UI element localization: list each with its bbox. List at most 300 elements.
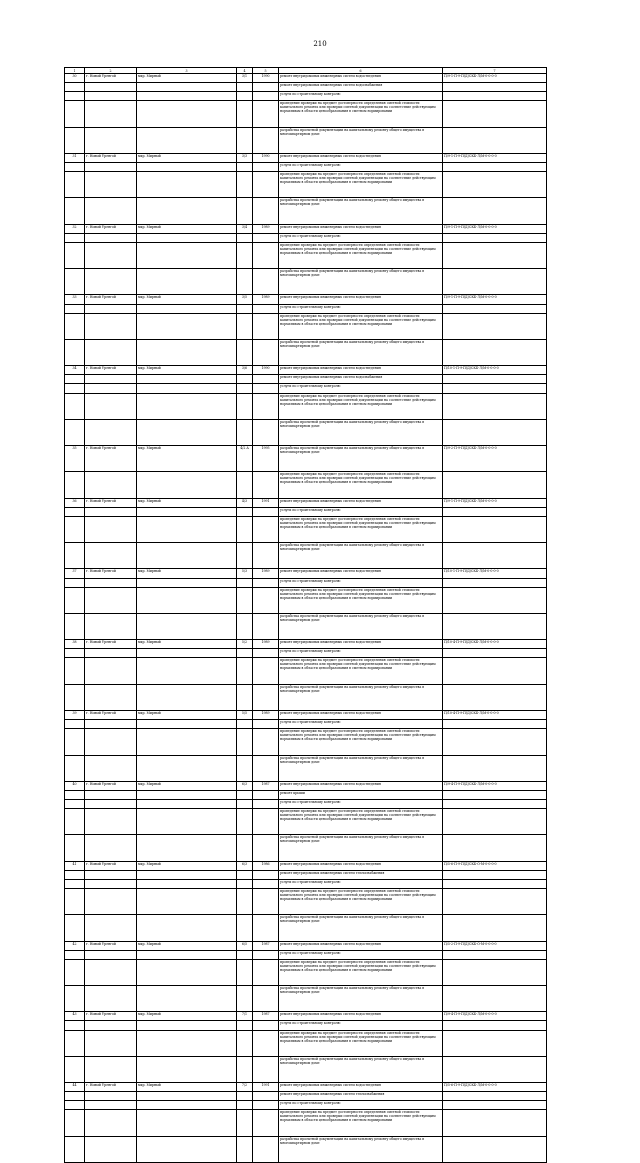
work-description: разработка проектной документации на капитальному ремонту общего имущества в многоквартирном доме [279, 446, 443, 472]
record-street: мкр. Мирный [137, 1083, 237, 1092]
empty-cell [65, 162, 85, 171]
record-code [443, 720, 547, 729]
empty-cell [237, 339, 253, 365]
record-house: 7/1 [237, 1012, 253, 1021]
empty-cell [65, 755, 85, 781]
empty-cell [65, 92, 85, 101]
empty-cell [137, 384, 237, 393]
empty-cell [253, 172, 279, 198]
empty-cell [137, 587, 237, 613]
table-row [65, 720, 547, 729]
record-house: 3/1 [237, 74, 253, 83]
table-row [65, 498, 547, 507]
record-code [443, 393, 547, 419]
record-number: 36 [65, 498, 85, 507]
empty-cell [253, 507, 279, 516]
record-number: 39 [65, 711, 85, 720]
table-row [65, 269, 547, 295]
empty-cell [65, 313, 85, 339]
work-description: проведение проверки на предмет достоверности определения сметной стоимости капитального ремонта или проверки сметной документации на соответствие действующим нормативам в области ценообразования в сметном нормировании [279, 888, 443, 914]
record-house: 5/3 [237, 569, 253, 578]
empty-cell [253, 101, 279, 127]
empty-cell [85, 419, 137, 445]
empty-cell [85, 888, 137, 914]
record-code [443, 790, 547, 799]
empty-cell [237, 198, 253, 224]
empty-cell [65, 658, 85, 684]
empty-cell [85, 127, 137, 153]
empty-cell [85, 1021, 137, 1030]
table-row [65, 800, 547, 809]
work-description: ремонт внутридомовых инженерных систем теплоснабжения [279, 1092, 443, 1101]
empty-cell [85, 507, 137, 516]
empty-cell [237, 800, 253, 809]
empty-cell [85, 1110, 137, 1136]
table-row [65, 640, 547, 649]
record-code [443, 888, 547, 914]
empty-cell [65, 172, 85, 198]
record-number: 38 [65, 640, 85, 649]
empty-cell [85, 516, 137, 542]
record-code [443, 172, 547, 198]
record-house: 6/3 [237, 781, 253, 790]
record-year: 1991 [253, 1083, 279, 1092]
empty-cell [237, 915, 253, 941]
empty-cell [137, 888, 237, 914]
empty-cell [237, 835, 253, 861]
empty-cell [237, 1092, 253, 1101]
work-description: проведение проверки на предмет достоверности определения сметной стоимости капитального ремонта или проверки сметной документации на соответствие действующим нормативам в области ценообразования в сметном нормировании [279, 393, 443, 419]
empty-cell [85, 809, 137, 835]
empty-cell [237, 269, 253, 295]
record-year: 1990 [253, 366, 279, 375]
table-row [65, 233, 547, 242]
record-code [443, 986, 547, 1012]
record-number: 40 [65, 781, 85, 790]
empty-cell [65, 393, 85, 419]
table-row [65, 101, 547, 127]
empty-cell [85, 879, 137, 888]
table-row [65, 224, 547, 233]
record-code [443, 233, 547, 242]
empty-cell [65, 1021, 85, 1030]
empty-cell [253, 790, 279, 799]
record-city: г. Новый Уренгой [85, 640, 137, 649]
empty-cell [65, 375, 85, 384]
empty-cell [237, 313, 253, 339]
table-row [65, 1056, 547, 1082]
empty-cell [137, 809, 237, 835]
work-description: проведение проверки на предмет достоверности определения сметной стоимости капитального ремонта или проверки сметной документации на соответствие действующим нормативам в области ценообразования в сметном нормировании [279, 587, 443, 613]
work-description: проведение проверки на предмет достоверности определения сметной стоимости капитального ремонта или проверки сметной документации на соответствие действующим нормативам в области ценообразования в сметном нормировании [279, 516, 443, 542]
table-row [65, 472, 547, 498]
empty-cell [253, 384, 279, 393]
work-description: разработка проектной документации на капитальному ремонту общего имущества в многоквартирном доме [279, 269, 443, 295]
record-code [443, 649, 547, 658]
record-city: г. Новый Уренгой [85, 569, 137, 578]
work-description: разработка проектной документации на капитальному ремонту общего имущества в многоквартирном доме [279, 1136, 443, 1162]
empty-cell [253, 313, 279, 339]
work-description: разработка проектной документации на капитальному ремонту общего имущества в многоквартирном доме [279, 1056, 443, 1082]
empty-cell [237, 393, 253, 419]
record-city: г. Новый Уренгой [85, 446, 137, 472]
empty-cell [65, 198, 85, 224]
empty-cell [85, 83, 137, 92]
empty-cell [137, 507, 237, 516]
work-description: услуги по строительному контролю [279, 720, 443, 729]
work-description: проведение проверки на предмет достоверности определения сметной стоимости капитального ремонта или проверки сметной документации на соответствие действующим нормативам в области ценообразования в сметном нормировании [279, 101, 443, 127]
work-description: ремонт внутридомовых инженерных систем водоотведения [279, 295, 443, 304]
record-number: 41 [65, 861, 85, 870]
empty-cell [65, 269, 85, 295]
table-row [65, 888, 547, 914]
empty-cell [65, 543, 85, 569]
empty-cell [137, 1030, 237, 1056]
work-description: проведение проверки на предмет достоверности определения сметной стоимости капитального ремонта или проверки сметной документации на соответствие действующим нормативам в области ценообразования в сметном нормировании [279, 172, 443, 198]
empty-cell [137, 729, 237, 755]
table-row [65, 153, 547, 162]
work-description: ремонт внутридомовых инженерных систем водоотведения [279, 1012, 443, 1021]
column-header: 3 [137, 68, 237, 74]
table-row [65, 393, 547, 419]
table-row [65, 861, 547, 870]
empty-cell [85, 384, 137, 393]
empty-cell [85, 720, 137, 729]
empty-cell [253, 1056, 279, 1082]
record-code: П/9-1-П-9-П(Д)СКБ-Л/М-0-0-0-0 [443, 498, 547, 507]
record-code [443, 950, 547, 959]
empty-cell [237, 658, 253, 684]
record-code [443, 1021, 547, 1030]
work-description: разработка проектной документации на капитальному ремонту общего имущества в многоквартирном доме [279, 835, 443, 861]
empty-cell [85, 1056, 137, 1082]
empty-cell [85, 242, 137, 268]
work-description: ремонт внутридомовых инженерных систем водоснабжения [279, 83, 443, 92]
work-description: ремонт внутридомовых инженерных систем водоотведения [279, 74, 443, 83]
table-row [65, 516, 547, 542]
empty-cell [65, 649, 85, 658]
empty-cell [137, 472, 237, 498]
empty-cell [65, 1092, 85, 1101]
empty-cell [85, 870, 137, 879]
record-code [443, 835, 547, 861]
record-year: 1989 [253, 569, 279, 578]
empty-cell [65, 587, 85, 613]
empty-cell [253, 83, 279, 92]
empty-cell [253, 870, 279, 879]
record-street: мкр. Мирный [137, 153, 237, 162]
work-description: ремонт крыши [279, 790, 443, 799]
empty-cell [253, 720, 279, 729]
empty-cell [65, 339, 85, 365]
empty-cell [65, 870, 85, 879]
table-row [65, 92, 547, 101]
empty-cell [85, 684, 137, 710]
table-row [65, 649, 547, 658]
empty-cell [237, 870, 253, 879]
record-house: 3/5 [237, 295, 253, 304]
page-number: 210 [313, 40, 327, 48]
empty-cell [137, 83, 237, 92]
empty-cell [253, 92, 279, 101]
work-description: проведение проверки на предмет достоверности определения сметной стоимости капитального ремонта или проверки сметной документации на соответствие действующим нормативам в области ценообразования в сметном нормировании [279, 959, 443, 985]
table-row [65, 941, 547, 950]
empty-cell [253, 162, 279, 171]
empty-cell [137, 198, 237, 224]
empty-cell [137, 516, 237, 542]
empty-cell [85, 172, 137, 198]
record-city: г. Новый Уренгой [85, 1012, 137, 1021]
empty-cell [137, 172, 237, 198]
table-row [65, 781, 547, 790]
empty-cell [65, 1101, 85, 1110]
table-row [65, 1083, 547, 1092]
empty-cell [253, 1030, 279, 1056]
work-description: проведение проверки на предмет достоверности определения сметной стоимости капитального ремонта или проверки сметной документации на соответствие действующим нормативам в области ценообразования в сметном нормировании [279, 242, 443, 268]
empty-cell [137, 790, 237, 799]
record-code [443, 587, 547, 613]
empty-cell [65, 233, 85, 242]
record-code [443, 162, 547, 171]
empty-cell [253, 809, 279, 835]
record-code [443, 198, 547, 224]
empty-cell [253, 950, 279, 959]
empty-cell [237, 587, 253, 613]
table-row [65, 162, 547, 171]
table-row [65, 587, 547, 613]
table-row [65, 1101, 547, 1110]
record-number: 33 [65, 295, 85, 304]
empty-cell [137, 915, 237, 941]
record-code [443, 658, 547, 684]
empty-cell [137, 649, 237, 658]
record-number: 30 [65, 74, 85, 83]
work-description: разработка проектной документации на капитальному ремонту общего имущества в многоквартирном доме [279, 543, 443, 569]
table-row [65, 366, 547, 375]
empty-cell [85, 729, 137, 755]
record-code [443, 516, 547, 542]
empty-cell [137, 835, 237, 861]
record-street: мкр. Мирный [137, 224, 237, 233]
work-description: ремонт внутридомовых инженерных систем водоотведения [279, 569, 443, 578]
empty-cell [253, 729, 279, 755]
record-city: г. Новый Уренгой [85, 224, 137, 233]
empty-cell [137, 304, 237, 313]
record-code [443, 1056, 547, 1082]
record-code [443, 339, 547, 365]
column-header: 1 [65, 68, 85, 74]
empty-cell [65, 101, 85, 127]
record-year: 1989 [253, 224, 279, 233]
empty-cell [137, 419, 237, 445]
table-row [65, 198, 547, 224]
empty-cell [65, 915, 85, 941]
table-row [65, 790, 547, 799]
work-description: проведение проверки на предмет достоверности определения сметной стоимости капитального ремонта или проверки сметной документации на соответствие действующим нормативам в области ценообразования в сметном нормировании [279, 472, 443, 498]
record-number: 43 [65, 1012, 85, 1021]
empty-cell [237, 162, 253, 171]
empty-cell [137, 92, 237, 101]
empty-cell [253, 1021, 279, 1030]
table-row [65, 339, 547, 365]
empty-cell [237, 92, 253, 101]
record-code [443, 915, 547, 941]
record-year: 1987 [253, 1012, 279, 1021]
empty-cell [253, 1136, 279, 1162]
record-number: 42 [65, 941, 85, 950]
record-house: 6/3 [237, 861, 253, 870]
work-description: ремонт внутридомовых инженерных систем водоснабжения [279, 375, 443, 384]
record-code [443, 419, 547, 445]
empty-cell [253, 198, 279, 224]
empty-cell [237, 1101, 253, 1110]
work-description: ремонт внутридомовых инженерных систем теплоснабжения [279, 870, 443, 879]
empty-cell [253, 959, 279, 985]
empty-cell [253, 393, 279, 419]
empty-cell [237, 1030, 253, 1056]
empty-cell [85, 472, 137, 498]
empty-cell [65, 879, 85, 888]
record-code [443, 269, 547, 295]
empty-cell [65, 384, 85, 393]
empty-cell [85, 313, 137, 339]
column-header: 4 [237, 68, 253, 74]
record-code [443, 800, 547, 809]
empty-cell [237, 375, 253, 384]
work-description: проведение проверки на предмет достоверности определения сметной стоимости капитального ремонта или проверки сметной документации на соответствие действующим нормативам в области ценообразования в сметном нормировании [279, 1110, 443, 1136]
record-code [443, 1030, 547, 1056]
column-header: 5 [253, 68, 279, 74]
empty-cell [237, 304, 253, 313]
empty-cell [65, 1110, 85, 1136]
empty-cell [85, 339, 137, 365]
empty-cell [65, 472, 85, 498]
empty-cell [137, 755, 237, 781]
empty-cell [253, 543, 279, 569]
empty-cell [65, 950, 85, 959]
record-year: 1990 [253, 74, 279, 83]
empty-cell [237, 986, 253, 1012]
empty-cell [237, 1021, 253, 1030]
empty-cell [137, 720, 237, 729]
table-row [65, 684, 547, 710]
work-description: ремонт внутридомовых инженерных систем водоотведения [279, 711, 443, 720]
empty-cell [85, 950, 137, 959]
record-house: 3/4 [237, 224, 253, 233]
work-description: услуги по строительному контролю [279, 879, 443, 888]
work-description: ремонт внутридомовых инженерных систем водоотведения [279, 153, 443, 162]
empty-cell [137, 101, 237, 127]
empty-cell [65, 809, 85, 835]
empty-cell [85, 755, 137, 781]
empty-cell [237, 507, 253, 516]
work-description: услуги по строительному контролю [279, 92, 443, 101]
record-code [443, 242, 547, 268]
empty-cell [65, 888, 85, 914]
empty-cell [137, 162, 237, 171]
table-row [65, 1021, 547, 1030]
empty-cell [65, 800, 85, 809]
empty-cell [253, 233, 279, 242]
empty-cell [237, 172, 253, 198]
empty-cell [237, 1136, 253, 1162]
table-row [65, 1012, 547, 1021]
work-description: ремонт внутридомовых инженерных систем водоотведения [279, 781, 443, 790]
record-city: г. Новый Уренгой [85, 498, 137, 507]
empty-cell [253, 613, 279, 639]
empty-cell [137, 233, 237, 242]
record-code [443, 101, 547, 127]
empty-cell [65, 516, 85, 542]
work-description: услуги по строительному контролю [279, 1021, 443, 1030]
table-row [65, 419, 547, 445]
empty-cell [237, 242, 253, 268]
work-description: разработка проектной документации на капитальному ремонту общего имущества в многоквартирном доме [279, 198, 443, 224]
empty-cell [237, 684, 253, 710]
record-city: г. Новый Уренгой [85, 941, 137, 950]
empty-cell [237, 1110, 253, 1136]
record-code [443, 1092, 547, 1101]
empty-cell [85, 393, 137, 419]
empty-cell [253, 755, 279, 781]
record-street: мкр. Мирный [137, 711, 237, 720]
work-description: проведение проверки на предмет достоверности определения сметной стоимости капитального ремонта или проверки сметной документации на соответствие действующим нормативам в области ценообразования в сметном нормировании [279, 313, 443, 339]
table-row [65, 127, 547, 153]
record-number: 34 [65, 366, 85, 375]
table-row [65, 569, 547, 578]
record-code [443, 1110, 547, 1136]
table-row [65, 74, 547, 83]
work-description: разработка проектной документации на капитальному ремонту общего имущества в многоквартирном доме [279, 613, 443, 639]
table-row [65, 313, 547, 339]
empty-cell [137, 1056, 237, 1082]
empty-cell [237, 790, 253, 799]
empty-cell [253, 986, 279, 1012]
record-code [443, 578, 547, 587]
record-code: П/9-1-П-9-П(Д)СКБ-Л/М-0-0-0-0 [443, 74, 547, 83]
empty-cell [85, 986, 137, 1012]
record-street: мкр. Мирный [137, 446, 237, 472]
empty-cell [253, 304, 279, 313]
empty-cell [237, 1056, 253, 1082]
table-row [65, 295, 547, 304]
empty-cell [137, 800, 237, 809]
column-header: 7 [443, 68, 547, 74]
work-description: ремонт внутридомовых инженерных систем водоотведения [279, 498, 443, 507]
empty-cell [253, 879, 279, 888]
table-row [65, 375, 547, 384]
work-description: услуги по строительному контролю [279, 950, 443, 959]
empty-cell [237, 83, 253, 92]
empty-cell [65, 578, 85, 587]
record-street: мкр. Мирный [137, 640, 237, 649]
record-city: г. Новый Уренгой [85, 711, 137, 720]
record-code: П/9-1-П-9-П(Д)СКБ-Л/М-0-0-0-0 [443, 153, 547, 162]
record-code [443, 92, 547, 101]
work-description: проведение проверки на предмет достоверности определения сметной стоимости капитального ремонта или проверки сметной документации на соответствие действующим нормативам в области ценообразования в сметном нормировании [279, 809, 443, 835]
empty-cell [253, 915, 279, 941]
empty-cell [85, 1101, 137, 1110]
column-header: 6 [279, 68, 443, 74]
record-house: 4/3 [237, 498, 253, 507]
record-number: 32 [65, 224, 85, 233]
empty-cell [253, 472, 279, 498]
table-row [65, 711, 547, 720]
table-row [65, 242, 547, 268]
work-description: разработка проектной документации на капитальному ремонту общего имущества в многоквартирном доме [279, 339, 443, 365]
record-code [443, 384, 547, 393]
empty-cell [253, 1110, 279, 1136]
